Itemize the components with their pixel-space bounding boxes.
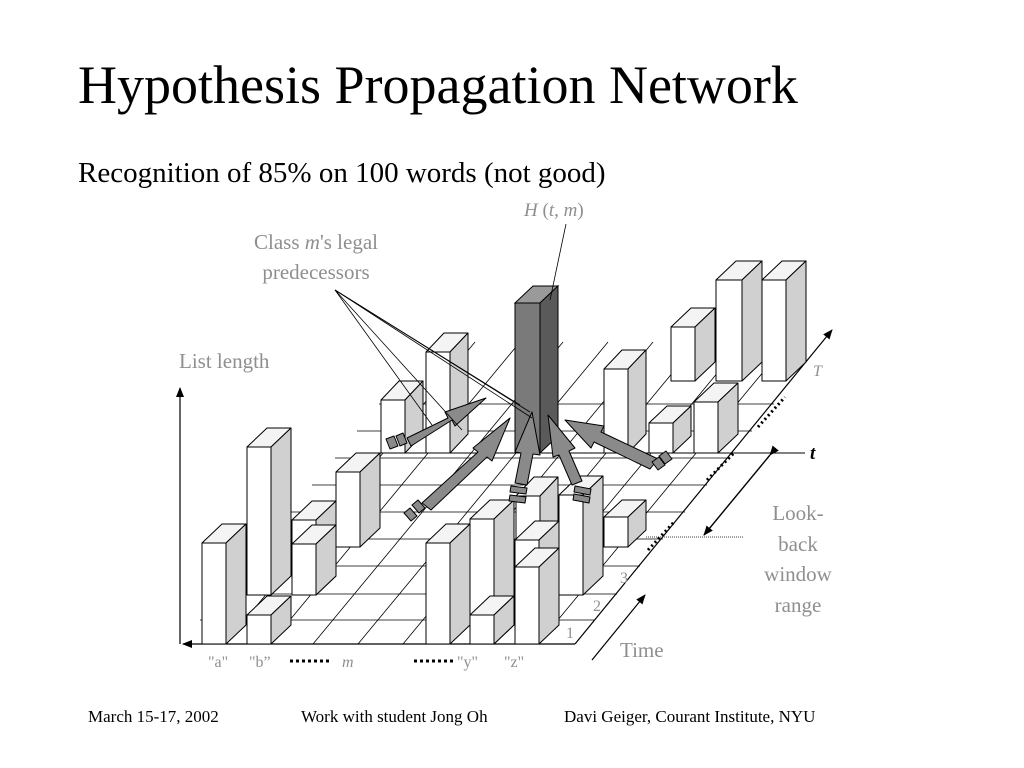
time-tick-1: 1 xyxy=(566,625,574,642)
x-label-b: "b” xyxy=(249,654,271,671)
footer-date: March 15-17, 2002 xyxy=(88,707,219,726)
y-axis-label: List length xyxy=(179,349,270,373)
slide-title: Hypothesis Propagation Network xyxy=(78,55,798,115)
lookback-label xyxy=(764,501,833,617)
svg-text:back: back xyxy=(778,532,818,556)
bar xyxy=(559,476,603,595)
bar xyxy=(762,261,806,381)
hypothesis-label: H (t, m) xyxy=(524,200,584,221)
bar xyxy=(336,453,380,547)
x-label-z: "z" xyxy=(504,654,525,671)
bar xyxy=(202,524,246,644)
predecessors-label-line2: predecessors xyxy=(262,260,370,284)
bar xyxy=(604,500,646,547)
time-tick-3: 3 xyxy=(620,570,628,587)
x-label-a: "a" xyxy=(208,654,229,671)
footer-author: Davi Geiger, Courant Institute, NYU xyxy=(564,707,816,726)
T-label: T xyxy=(813,363,822,380)
x-label-m: m xyxy=(342,654,354,671)
svg-text:Look-: Look- xyxy=(772,501,824,525)
slide-subtitle: Recognition of 85% on 100 words (not good) xyxy=(78,157,606,189)
bar xyxy=(716,261,762,381)
footer-work: Work with student Jong Oh xyxy=(301,707,488,726)
svg-text:range: range xyxy=(774,593,822,617)
time-label: Time xyxy=(620,638,664,662)
x-label-y: "y" xyxy=(457,654,479,671)
bar xyxy=(649,406,691,453)
predecessors-label: Class m's legal xyxy=(254,230,378,254)
bar xyxy=(247,428,291,595)
svg-text:window: window xyxy=(764,562,832,586)
t-label: t xyxy=(810,443,816,464)
time-tick-2: 2 xyxy=(593,598,601,615)
bar xyxy=(671,308,715,381)
bar xyxy=(247,596,291,644)
bar xyxy=(515,548,559,644)
bar xyxy=(426,524,470,644)
